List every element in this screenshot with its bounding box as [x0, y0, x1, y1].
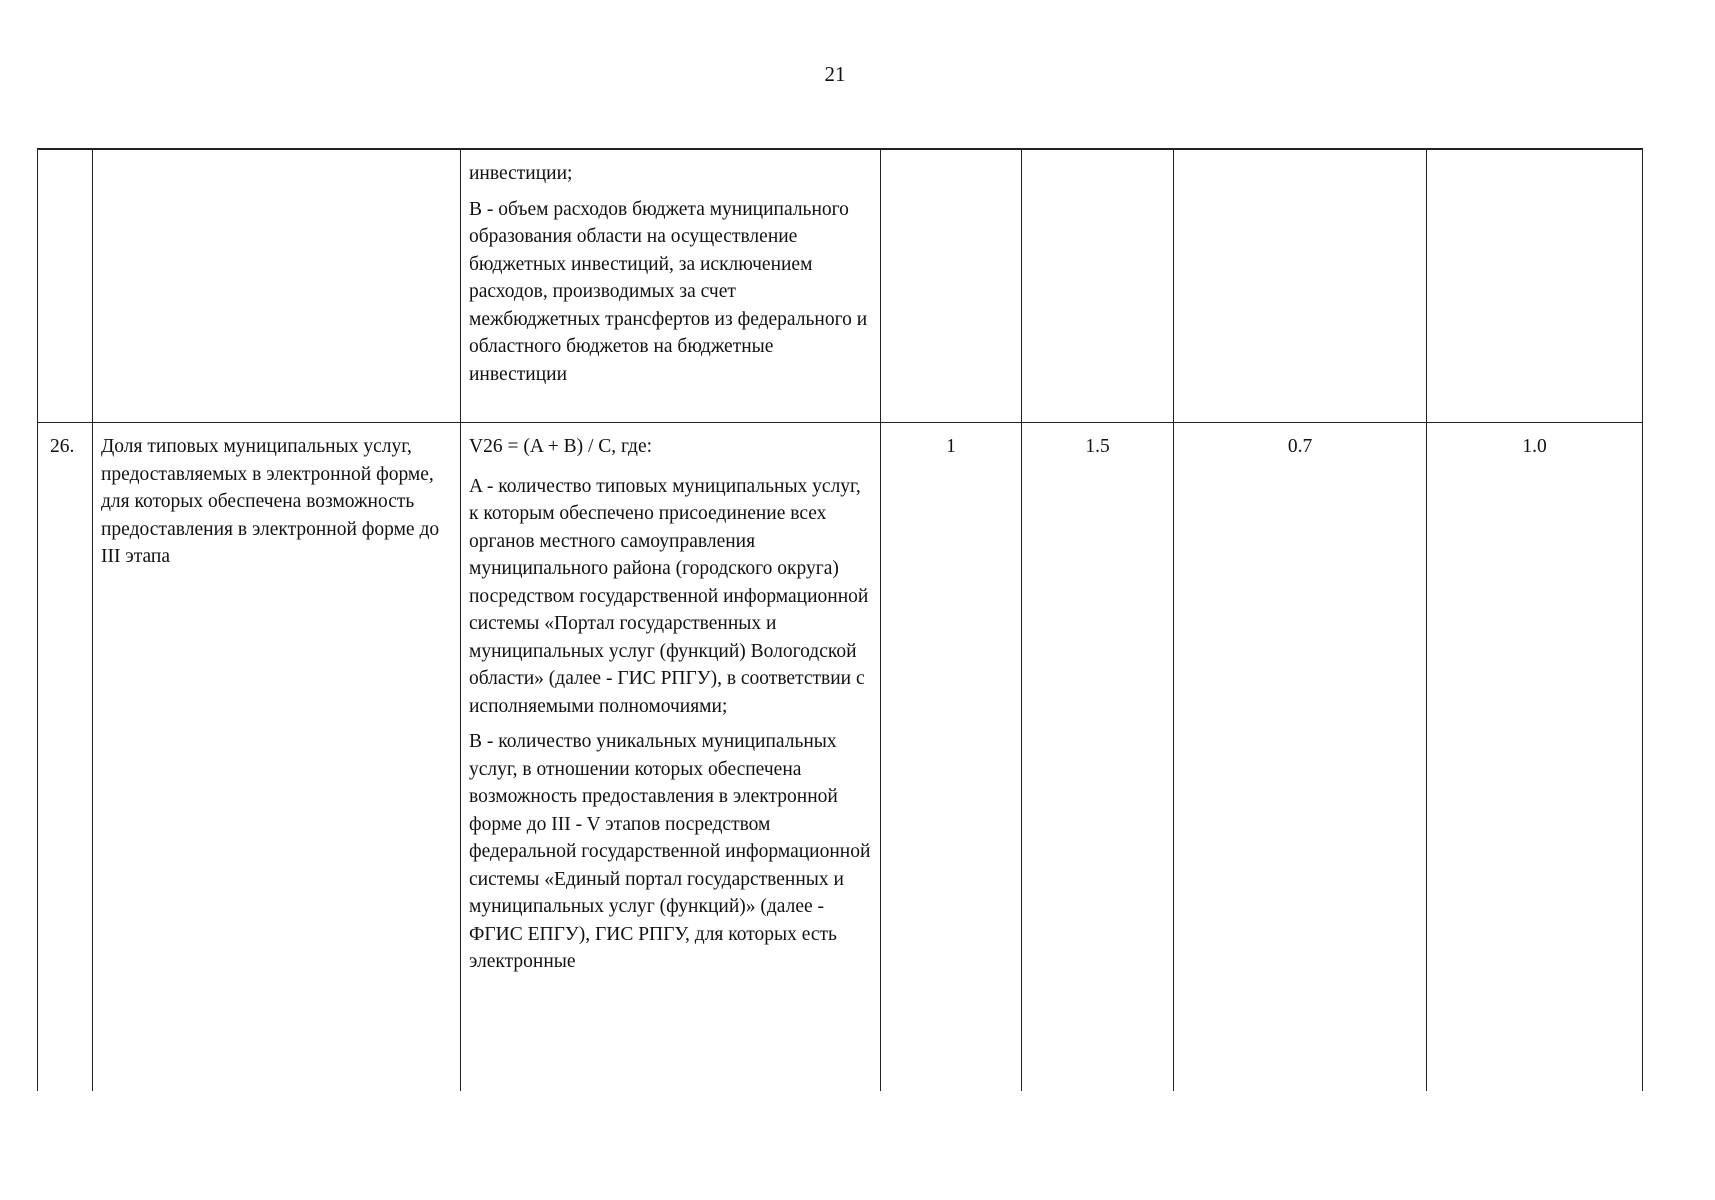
value-cell — [1427, 149, 1643, 423]
formula-paragraph: B - объем расходов бюджета муниципального образования области на осуществление бюджетных инвестиций, за исключением расходов, производимых за счет межбюджетных трансфертов из федерального и областного бюджетов на бюджетные инвестиции — [469, 198, 868, 385]
indicator-name-cell — [93, 149, 461, 423]
formula-paragraph: B - количество уникальных муниципальных услуг, в отношении которых обеспечена возможность предоставления в электронной форме до III - V этапов посредством федеральной государственной информационной системы «Единый портал государственных и муниципальных услуг (функций)» (далее - ФГИС ЕПГУ), ГИС РПГУ, для которых есть электронные — [469, 731, 871, 972]
row-number: 26. — [50, 436, 75, 457]
formula-paragraph: A - количество типовых муниципальных услуг, к которым обеспечено присоединение всех органов местного самоуправления муниципального района (городского округа) посредством государственной информационной системы «Портал государственных и муниципальных услуг (функций) Вологодской области» (далее - ГИС РПГУ), в соответствии с исполняемыми полномочиями; — [469, 475, 869, 717]
indicator-name-cell — [93, 423, 461, 1092]
value-2: 1.5 — [1085, 436, 1110, 457]
formula-cell — [461, 149, 881, 423]
formula-cell — [461, 423, 881, 1092]
number-cell — [38, 149, 93, 423]
value-3: 0.7 — [1287, 436, 1313, 457]
indicator-name: Доля типовых муниципальных услуг, предоставляемых в электронной форме, для которых обеспечена возможность предоставления в электронной форме до III этапа — [101, 436, 440, 567]
formula: V26 = (A + B) / C, где: — [469, 436, 653, 457]
formula-paragraph: инвестиции; — [469, 163, 573, 184]
number-cell — [38, 423, 93, 1092]
table-row-26 — [38, 423, 1643, 1092]
value-cell — [881, 149, 1022, 423]
value-cell — [1022, 149, 1174, 423]
value-cell — [881, 423, 1022, 1092]
value-cell — [1022, 423, 1174, 1092]
value-1: 1 — [946, 436, 956, 457]
value-cell — [1174, 149, 1427, 423]
value-cell — [1427, 423, 1643, 1092]
indicators-table — [37, 148, 1643, 1091]
table-row-continuation — [38, 149, 1643, 423]
value-cell — [1174, 423, 1427, 1092]
page-number: 21 — [824, 62, 846, 86]
value-4: 1.0 — [1522, 436, 1547, 457]
